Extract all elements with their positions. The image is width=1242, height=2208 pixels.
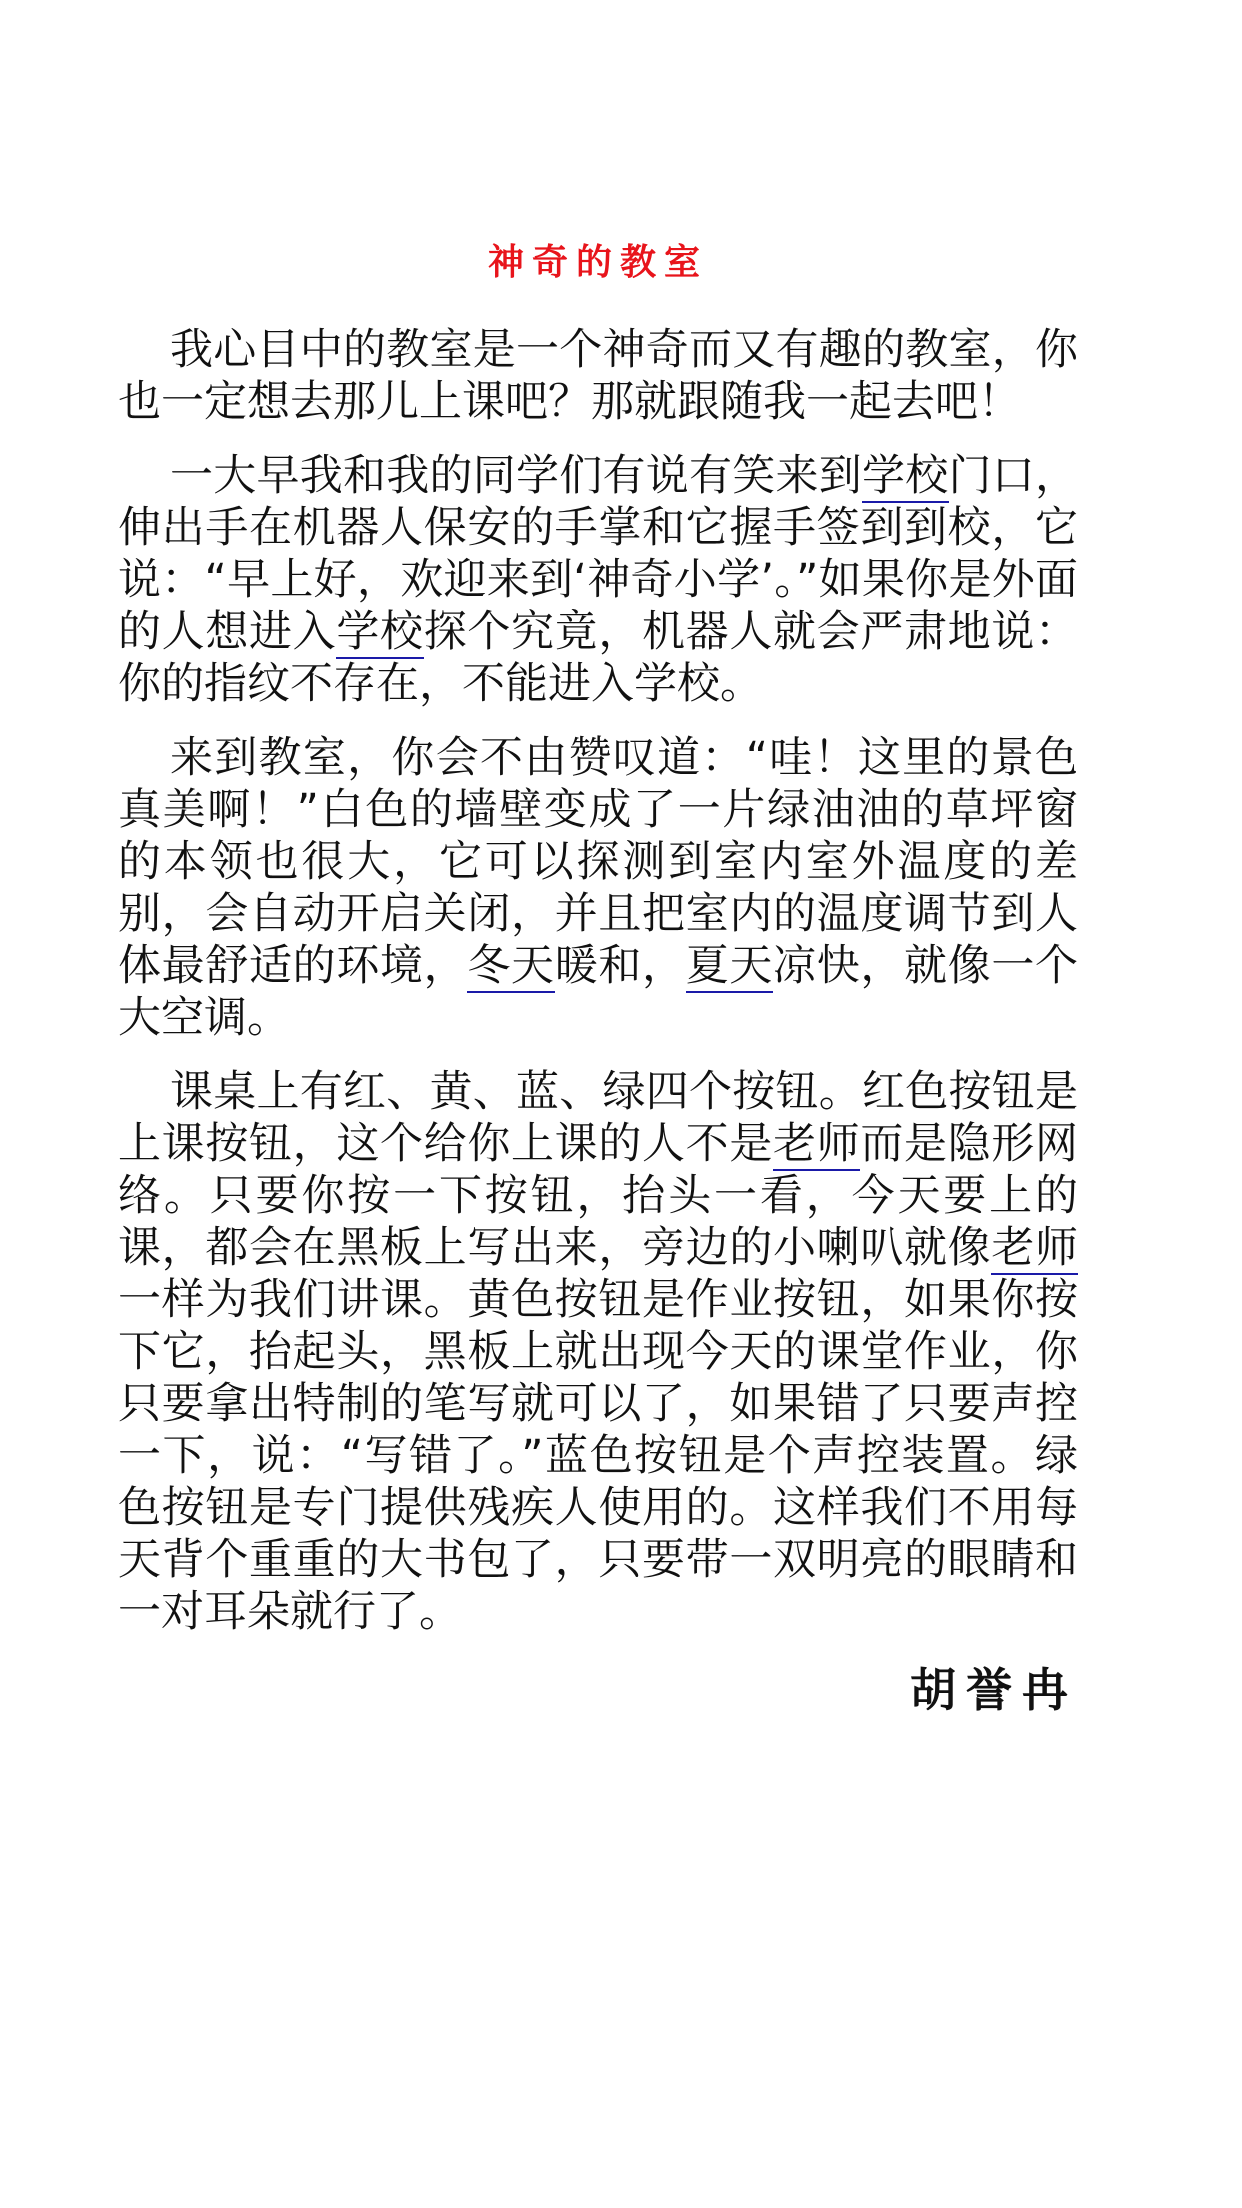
link-school[interactable]: 学校 (336, 607, 424, 657)
link-school[interactable]: 学校 (862, 451, 949, 501)
paragraph-2 (118, 450, 1078, 710)
paragraph-text: 门口，伸出手在机器人保安的手掌和它握手签到到校，它说：“早上好，欢迎来到‘神奇小学’。”如果你是外面的人想进入 (118, 451, 1078, 657)
article-title: 神奇的教室 (487, 242, 708, 283)
paragraph-text: 探个究竟，机器人就会严肃地说：你的指纹不存在，不能进入学校。 (118, 607, 1079, 709)
link-teacher[interactable]: 老师 (991, 1223, 1079, 1273)
paragraph-text: 凉快，就像一个大空调。 (118, 941, 1079, 1043)
paragraph-4 (118, 1066, 1078, 1638)
paragraph-3 (118, 732, 1078, 1044)
link-winter[interactable]: 冬天 (467, 941, 555, 991)
paragraph-text: 我心目中的教室是一个神奇而又有趣的教室，你也一定想去那儿上课吧？那就跟随我一起去吧！ (118, 325, 1078, 427)
link-summer[interactable]: 夏天 (685, 941, 774, 991)
link-teacher[interactable]: 老师 (773, 1119, 861, 1169)
article (118, 238, 1078, 1720)
paragraph-1 (118, 324, 1078, 428)
paragraph-text: 而是隐形网络。只要你按一下按钮，抬头一看，今天要上的课，都会在黑板上写出来，旁边的小喇叭就像 (118, 1119, 1079, 1273)
paragraph-text: 课桌上有红、黄、蓝、绿四个按钮。红色按钮是上课按钮，这个给你上课的人不是 (118, 1067, 1078, 1169)
paragraph-text: 一大早我和我的同学们有说有笑来到 (170, 451, 862, 501)
paragraph-text: 暖和， (554, 941, 686, 991)
author-name: 胡誉冉 (910, 1663, 1078, 1717)
paragraph-text: 来到教室，你会不由赞叹道：“哇！这里的景色真美啊！”白色的墙壁变成了一片绿油油的草坪窗的本领也很大，它可以探测到室内室外温度的差别，会自动开启关闭，并且把室内的温度调节到人体最舒适的环境， (118, 733, 1078, 991)
paragraph-text: 一样为我们讲课。黄色按钮是作业按钮，如果你按下它，抬起头，黑板上就出现今天的课堂作业，你只要拿出特制的笔写就可以了，如果错了只要声控一下，说：“写错了。”蓝色按钮是个声控装置。绿色按钮是专门提供残疾人使用的。这样我们不用每天背个重重的大书包了，只要带一双明亮的眼睛和一对耳朵就行了。 (118, 1275, 1078, 1637)
